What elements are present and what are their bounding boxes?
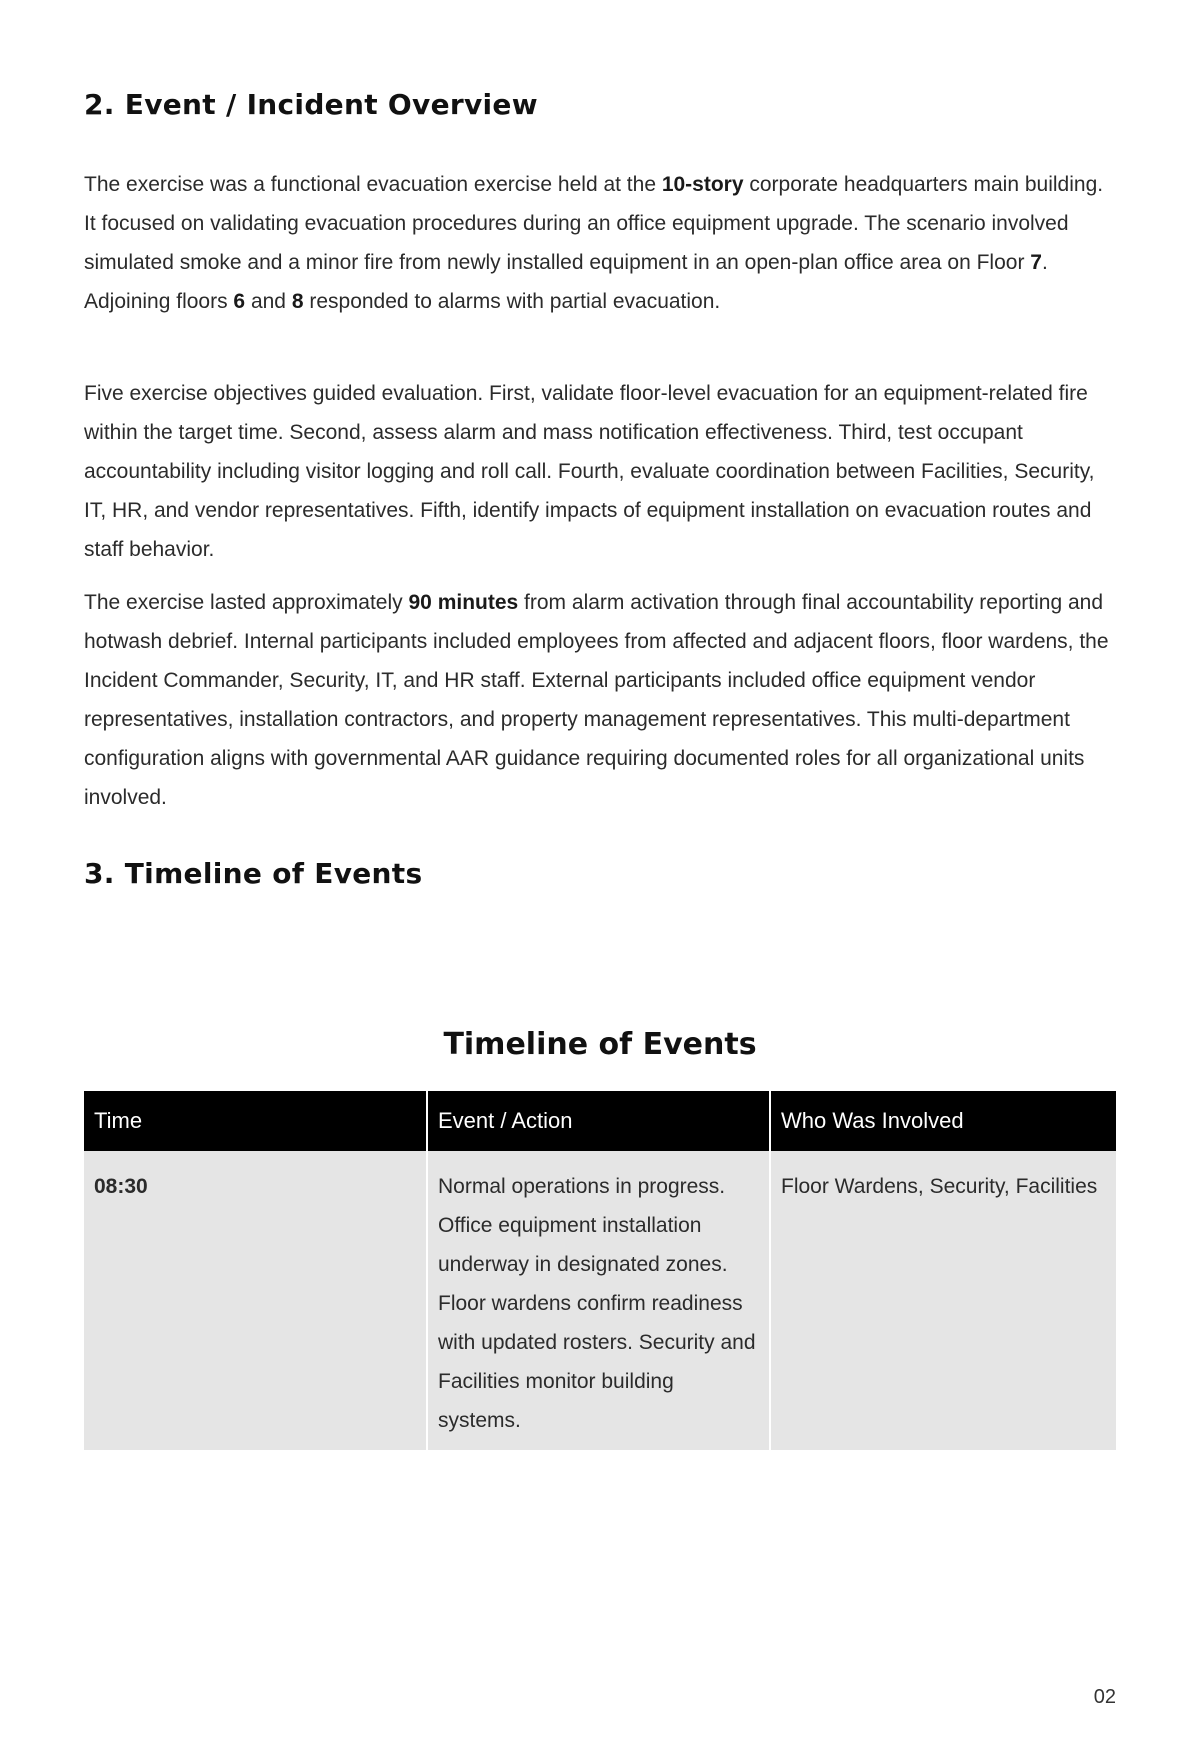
overview-paragraph-3 (84, 583, 1116, 817)
column-header-time: Time (84, 1091, 427, 1151)
text-run: The exercise was a functional evacuation exercise held at the (84, 173, 662, 196)
section-heading-timeline: 3. Timeline of Events (84, 857, 423, 890)
text-run: corporate headquarters main building. It focused on validating evacuation procedures during an office equipment upgrade. The scenario involved simulated smoke and a minor fire from newly installed equipment in an open-plan office area on Floor (84, 173, 1104, 274)
text-run: from alarm activation through final accountability reporting and hotwash debrief. Internal participants included employees from affected and adjacent floors, floor wardens, the Incident Commander, Security, IT, and HR staff. External participants included office equipment vendor representatives, installation contractors, and property management representatives. This multi-department configuration aligns with governmental AAR guidance requiring documented roles for all organizational units involved. (84, 591, 1109, 809)
cell-time: 08:30 (84, 1151, 427, 1450)
bold-run: 8 (291, 290, 304, 313)
text-run: The exercise lasted approximately (84, 591, 409, 614)
text-run: and (245, 290, 292, 313)
overview-paragraph-1 (84, 165, 1116, 321)
column-header-event: Event / Action (427, 1091, 770, 1151)
table-title: Timeline of Events (443, 1027, 757, 1062)
overview-paragraph-2: Five exercise objectives guided evaluation. First, validate floor-level evacuation for an equipment-related fire within the target time. Second, assess alarm and mass notification effectiveness. Third, test occupant accountability including visitor logging and roll call. Fourth, evaluate coordination between Facilities, Security, IT, HR, and vendor representatives. Fifth, identify impacts of equipment installation on evacuation routes and staff behavior. (84, 382, 1095, 561)
text-run: responded to alarms with partial evacuation. (303, 290, 721, 313)
table-row (84, 1151, 1116, 1450)
table-header-row (84, 1091, 1116, 1151)
cell-event: Normal operations in progress. Office equipment installation underway in designated zones. Floor wardens confirm readiness with updated rosters. Security and Facilities monitor building systems. (427, 1151, 770, 1450)
bold-run: 7 (1030, 251, 1042, 274)
cell-who: Floor Wardens, Security, Facilities (770, 1151, 1116, 1450)
text-run: . Adjoining floors (84, 251, 1048, 313)
section-heading-overview: 2. Event / Incident Overview (84, 88, 538, 121)
bold-run: 90 minutes (408, 591, 519, 614)
bold-run: 6 (233, 290, 246, 313)
bold-run: 10-story (661, 173, 744, 196)
timeline-table (84, 1091, 1116, 1450)
page-number: 02 (1093, 1686, 1116, 1708)
column-header-who: Who Was Involved (770, 1091, 1116, 1151)
